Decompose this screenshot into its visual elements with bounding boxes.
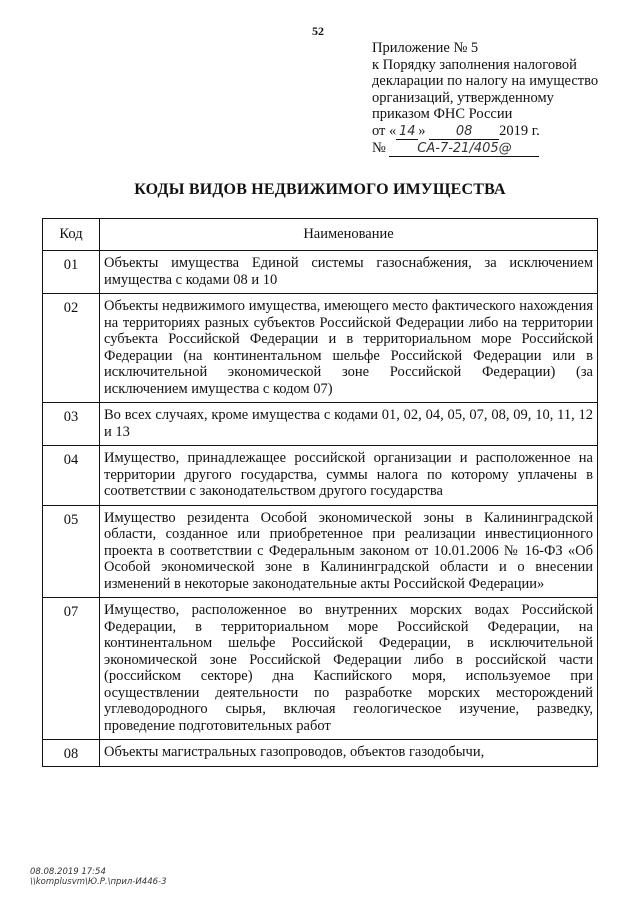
code-cell: 02	[43, 294, 100, 403]
annex-line: декларации по налогу на имущество	[372, 73, 599, 89]
property-codes-table	[42, 218, 598, 767]
code-cell: 07	[43, 598, 100, 740]
document-title: КОДЫ ВИДОВ НЕДВИЖИМОГО ИМУЩЕСТВА	[134, 181, 506, 198]
annex-line: к Порядку заполнения налоговой	[372, 56, 577, 73]
date-separator: »	[418, 122, 426, 139]
table-row	[43, 446, 598, 506]
date-day-handwritten: 14	[396, 125, 418, 140]
code-column-header: Код	[43, 219, 100, 251]
name-cell: Имущество резидента Особой экономической зоны в Калининградской области, созданное или приобретенное при реализации инвестиционного проекта в соответствии с Федеральным законом от 10.01.2006 № 16-ФЗ «Об Особой экономической зоне в Калининградской области и о внесении изменений в некоторые законодательные акты Российской Федерации»	[100, 505, 598, 598]
table-row	[43, 403, 598, 446]
annex-line: приказом ФНС России	[372, 106, 513, 122]
annex-date-line	[372, 123, 622, 140]
date-year: 2019 г.	[499, 122, 540, 139]
code-cell: 08	[43, 740, 100, 767]
code-cell: 05	[43, 505, 100, 598]
name-cell: Во всех случаях, кроме имущества с кодами 01, 02, 04, 05, 07, 08, 09, 10, 11, 12 и 13	[100, 403, 598, 446]
table-header-row	[43, 219, 598, 251]
name-cell: Объекты недвижимого имущества, имеющего место фактического нахождения на территориях разных субъектов Российской Федерации либо на территории субъекта Российской Федерации и в территориальном море Российской Федерации (на континентальном шельфе Российской Федерации или в исключительной экономической зоне Российской Федерации) (за исключением имущества с кодом 07)	[100, 294, 598, 403]
annex-number-line	[372, 140, 622, 157]
code-cell: 01	[43, 251, 100, 294]
table-row	[43, 505, 598, 598]
footer-file-path: \\komplusvm\Ю.Р.\прил-И446-3	[30, 876, 167, 887]
number-prefix: №	[372, 139, 386, 156]
name-cell: Объекты магистральных газопроводов, объектов газодобычи,	[100, 740, 598, 767]
footer-file-stamp	[30, 868, 166, 887]
order-number-handwritten: СА-7-21/405@	[389, 142, 539, 157]
name-cell: Имущество, расположенное во внутренних морских водах Российской Федерации, в территориальном море Российской Федерации, на континентальном шельфе Российской Федерации, в исключительной экономической зоне Российской Федерации либо в российской части (российском секторе) дна Каспийского моря, используемое при осуществлении деятельности по разработке морских месторождений углеводородного сырья, включая геологическое изучение, разведку, проведение подготовительных работ	[100, 598, 598, 740]
table-row	[43, 598, 598, 740]
name-column-header: Наименование	[100, 219, 598, 251]
date-month-handwritten: 08	[429, 125, 499, 140]
date-prefix: от «	[372, 122, 397, 139]
name-cell: Имущество, принадлежащее российской организации и расположенное на территории другого государства, суммы налога по которому уплачены в соответствии с законодательством другого государства	[100, 446, 598, 506]
annex-line: организаций, утвержденному	[372, 89, 554, 106]
annex-title: Приложение № 5	[372, 40, 479, 56]
code-cell: 04	[43, 446, 100, 506]
table-row	[43, 740, 598, 767]
table-row	[43, 294, 598, 403]
footer-timestamp: 08.08.2019 17:54	[30, 867, 106, 877]
table-row	[43, 251, 598, 294]
page-number: 52	[312, 24, 324, 38]
name-cell: Объекты имущества Единой системы газоснабжения, за исключением имущества с кодами 08 и 10	[100, 251, 598, 294]
code-cell: 03	[43, 403, 100, 446]
annex-header	[372, 40, 622, 157]
